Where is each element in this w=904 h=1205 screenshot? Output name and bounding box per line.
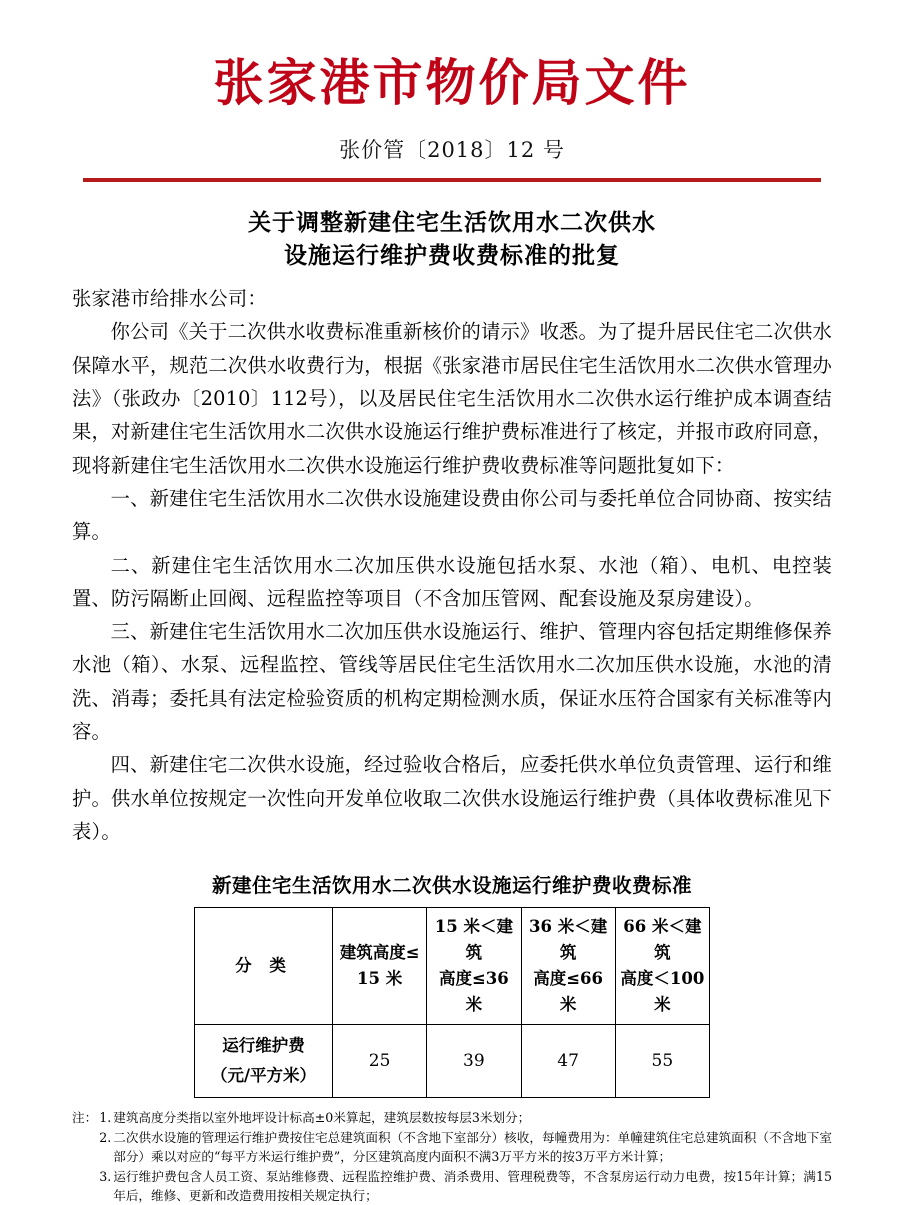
masthead [0, 0, 904, 182]
table-notes [72, 1108, 832, 1205]
list-item [99, 1108, 832, 1128]
page-title-line-1: 关于调整新建住宅生活饮用水二次供水 [248, 208, 656, 236]
table-row-label-line-1: 运行维护费 [222, 1036, 305, 1056]
masthead-title: 张家港市物价局文件 [213, 53, 691, 112]
document-body [72, 272, 832, 848]
list-item [99, 1128, 832, 1167]
table-header-col-1-line-2: 15 米 [357, 969, 403, 989]
document-number: 张价管〔2018〕12 号 [339, 137, 565, 162]
notes-list [99, 1108, 832, 1205]
red-divider-rule [83, 178, 821, 182]
table-cell-value-2: 39 [427, 1025, 521, 1098]
table-header-col-2-line-2: 高度≤36 米 [438, 969, 509, 1015]
body-paragraph-1: 你公司《关于二次供水收费标准重新核价的请示》收悉。为了提升居民住宅二次供水保障水平，规范二次供水收费行为，根据《张家港市居民住宅生活饮用水二次供水管理办法》（张政办〔2010〕112号），以及居民住宅生活饮用水二次供水运行维护成本调查结果，对新建住宅生活饮用水二次供水设施运行维护费标准进行了核定，并报市政府同意，现将新建住宅生活饮用水二次供水设施运行维护费收费标准等问题批复如下： [72, 320, 832, 477]
page-title [0, 206, 904, 273]
table-header-col-1-line-1: 建筑高度≤ [339, 943, 420, 963]
notes-label: 注： [72, 1110, 98, 1126]
list-item [99, 1167, 832, 1205]
note-number-2: 2. [99, 1129, 112, 1145]
fee-table-block [72, 870, 832, 1098]
table-header-col-4-line-1: 66 米＜建筑 [623, 917, 702, 963]
table-header-col-2-line-1: 15 米＜建筑 [434, 917, 513, 963]
body-paragraph-5: 四、新建住宅二次供水设施，经过验收合格后，应委托供水单位负责管理、运行和维护。供水单位按规定一次性向开发单位收取二次供水设施运行维护费（具体收费标准见下表）。 [72, 753, 832, 843]
page-title-line-2: 设施运行维护费收费标准的批复 [284, 241, 620, 269]
fee-table [194, 907, 710, 1098]
note-number-3: 3. [99, 1168, 112, 1184]
note-text-3: 运行维护费包含人员工资、泵站维修费、远程监控维护费、消杀费用、管理税费等，不含泵房运行动力电费，按15年计算；满15年后，维修、更新和改造费用按相关规定执行； [113, 1168, 832, 1204]
body-paragraph-3: 二、新建住宅生活饮用水二次加压供水设施包括水泵、水池（箱）、电机、电控装置、防污隔断止回阀、远程监控等项目（不含加压管网、配套设施及泵房建设）。 [72, 553, 832, 610]
body-paragraph-4: 三、新建住宅生活饮用水二次加压供水设施运行、维护、管理内容包括定期维修保养水池（箱）、水泵、远程监控、管线等居民住宅生活饮用水二次加压供水设施，水池的清洗、消毒；委托具有法定检验资质的机构定期检测水质，保证水压符合国家有关标准等内容。 [72, 620, 832, 744]
table-cell-value-1: 25 [333, 1025, 427, 1098]
table-header-col-3-line-1: 36 米＜建筑 [529, 917, 608, 963]
body-paragraph-2: 一、新建住宅生活饮用水二次供水设施建设费由你公司与委托单位合同协商、按实结算。 [72, 486, 832, 544]
table-header-col-3 [521, 908, 615, 1025]
table-header-col-4 [615, 908, 709, 1025]
table-cell-value-3: 47 [521, 1025, 615, 1098]
table-header-col-4-line-2: 高度＜100 米 [620, 969, 705, 1015]
addressee: 张家港市给排水公司： [72, 287, 267, 311]
table-row-label-maintenance-fee [195, 1025, 333, 1098]
note-number-1: 1. [99, 1110, 112, 1126]
table-header-col-2 [427, 908, 521, 1025]
table-header-category: 分 类 [195, 908, 333, 1025]
note-text-2: 二次供水设施的管理运行维护费按住宅总建筑面积（不含地下室部分）核收，每幢费用为：单幢建筑住宅总建筑面积（不含地下室部分）乘以对应的“每平方米运行维护费”，分区建筑高度内面积不满3万平方米的按3万平方米计算； [113, 1129, 832, 1165]
table-header-col-1 [333, 908, 427, 1025]
fee-table-caption: 新建住宅生活饮用水二次供水设施运行维护费收费标准 [211, 874, 692, 898]
table-row [195, 1025, 710, 1098]
table-cell-value-4: 55 [615, 1025, 709, 1098]
table-header-col-3-line-2: 高度≤66 米 [533, 969, 604, 1015]
note-text-1: 建筑高度分类指以室外地坪设计标高±0米算起，建筑层数按每层3米划分； [113, 1110, 531, 1126]
table-row [195, 908, 710, 1025]
table-row-label-line-2: （元/平方米） [210, 1066, 317, 1086]
